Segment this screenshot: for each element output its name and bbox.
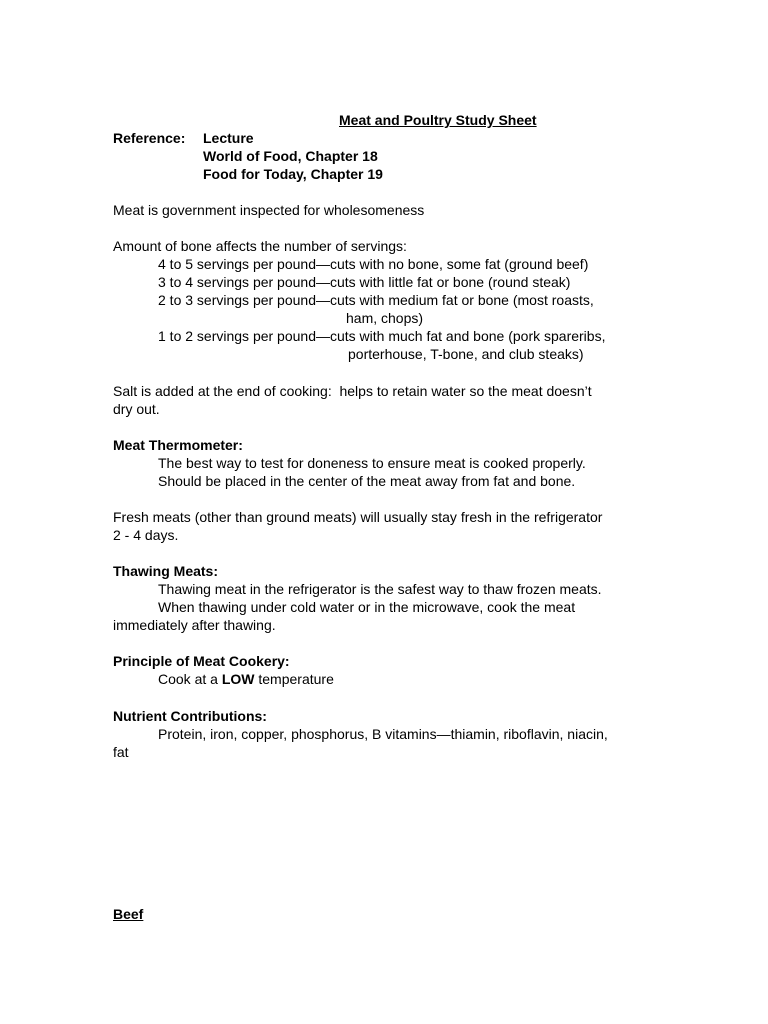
servings-item-2: 3 to 4 servings per pound—cuts with little fat or bone (round steak) xyxy=(158,274,571,290)
nutrients-heading: Nutrient Contributions: xyxy=(113,708,267,724)
principle-emphasis: LOW xyxy=(221,671,255,687)
servings-item-1: 4 to 5 servings per pound—cuts with no bone, some fat (ground beef) xyxy=(158,256,589,272)
salt-text-line-2: dry out. xyxy=(113,401,160,417)
thawing-line-2: When thawing under cold water or in the microwave, cook the meat xyxy=(158,599,576,615)
beef-section-heading: Beef xyxy=(113,906,144,922)
inspection-text: Meat is government inspected for wholesomeness xyxy=(113,202,425,218)
reference-book-2: Food for Today, Chapter 19 xyxy=(203,166,383,182)
servings-item-4-continued: porterhouse, T-bone, and club steaks) xyxy=(348,346,584,362)
page-title: Meat and Poultry Study Sheet xyxy=(339,112,537,128)
thermometer-line-2: Should be placed in the center of the meat away from fat and bone. xyxy=(158,473,576,489)
servings-item-3: 2 to 3 servings per pound—cuts with medium fat or bone (most roasts, xyxy=(158,292,594,308)
reference-book-1: World of Food, Chapter 18 xyxy=(203,148,378,164)
reference-lecture: Lecture xyxy=(203,130,254,146)
principle-text-after: temperature xyxy=(254,671,334,687)
thawing-line-3: immediately after thawing. xyxy=(113,617,276,633)
thawing-heading: Thawing Meats: xyxy=(113,563,219,579)
servings-item-4: 1 to 2 servings per pound—cuts with much fat and bone (pork spareribs, xyxy=(158,328,606,344)
servings-item-3-continued: ham, chops) xyxy=(346,310,424,326)
fresh-text-line-2: 2 - 4 days. xyxy=(113,527,179,543)
principle-text-before: Cook at a xyxy=(158,671,222,687)
fresh-text-line-1: Fresh meats (other than ground meats) will usually stay fresh in the refrigerator xyxy=(113,509,603,525)
thawing-line-1: Thawing meat in the refrigerator is the safest way to thaw frozen meats. xyxy=(158,581,602,597)
thermometer-line-1: The best way to test for doneness to ensure meat is cooked properly. xyxy=(158,455,586,471)
nutrients-line-2: fat xyxy=(113,744,129,760)
servings-intro: Amount of bone affects the number of servings: xyxy=(113,238,407,254)
salt-text-line-1: Salt is added at the end of cooking: helps to retain water so the meat doesn’t xyxy=(113,383,592,399)
nutrients-line-1: Protein, iron, copper, phosphorus, B vitamins—thiamin, riboflavin, niacin, xyxy=(158,726,608,742)
reference-label: Reference: xyxy=(113,130,186,146)
principle-line xyxy=(158,670,334,688)
thermometer-heading: Meat Thermometer: xyxy=(113,437,243,453)
principle-heading: Principle of Meat Cookery: xyxy=(113,653,290,669)
